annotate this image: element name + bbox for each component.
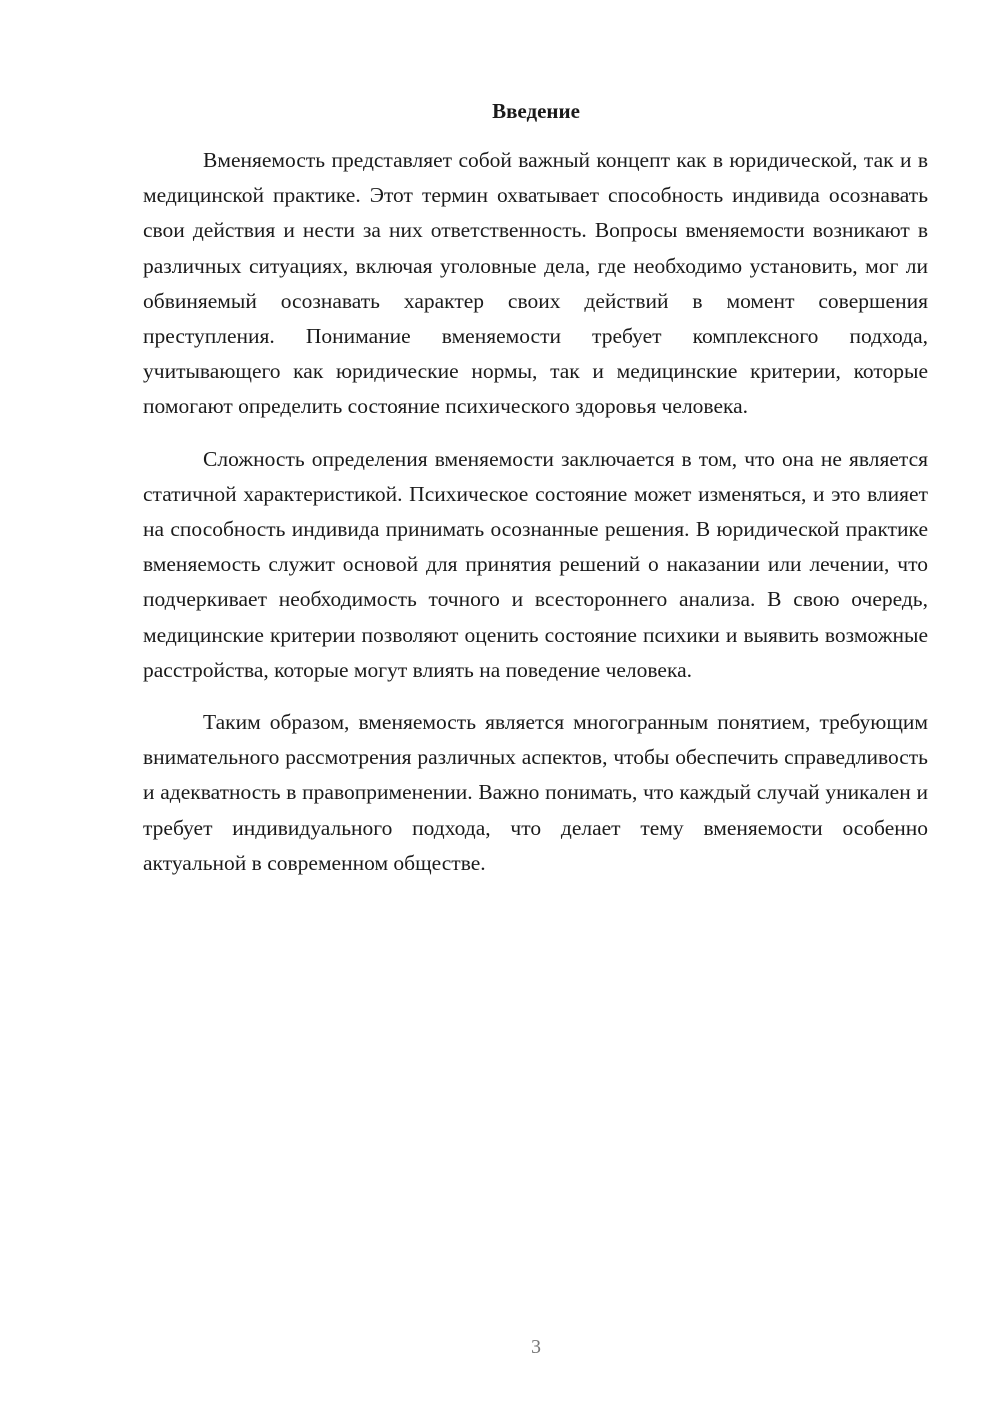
- page-number: 3: [531, 1336, 541, 1358]
- paragraph-1: Вменяемость представляет собой важный концепт как в юридической, так и в медицинской практике. Этот термин охватывает способность индивида осознавать свои действия и нести за них ответственность. Вопросы вменяемости возникают в различных ситуациях, включая уголовные дела, где необходимо установить, мог ли обвиняемый осознавать характер своих действий в момент совершения преступления. Понимание вменяемости требует комплексного подхода, учитывающего как юридические нормы, так и медицинские критерии, которые помогают определить состояние психического здоровья человека.: [143, 148, 928, 419]
- body-text: [143, 143, 928, 898]
- paragraph-2: Сложность определения вменяемости заключается в том, что она не является статичной характеристикой. Психическое состояние может изменяться, и это влияет на способность индивида принимать осознанные решения. В юридической практике вменяемость служит основой для принятия решений о наказании или лечении, что подчеркивает необходимость точного и всестороннего анализа. В свою очередь, медицинские критерии позволяют оценить состояние психики и выявить возможные расстройства, которые могут влиять на поведение человека.: [143, 446, 928, 682]
- paragraph-3: Таким образом, вменяемость является многогранным понятием, требующим внимательного рассмотрения различных аспектов, чтобы обеспечить справедливость и адекватность в правоприменении. Важно понимать, что каждый случай уникален и требует индивидуального подхода, что делает тему вменяемости особенно актуальной в современном обществе.: [143, 710, 928, 875]
- section-title: Введение: [492, 99, 580, 123]
